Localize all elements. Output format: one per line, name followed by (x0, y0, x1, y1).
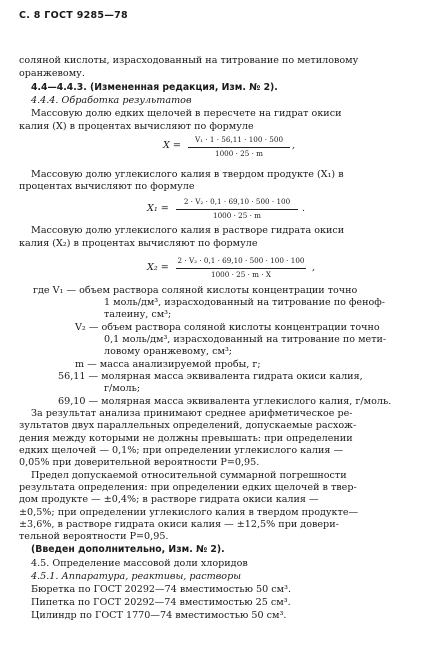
formula-2-denominator: 1000 · 25 · m (213, 211, 261, 220)
definition-line: V₂ — объем раствора соляной кислоты концентрации точно (75, 322, 380, 333)
formula-2-tail: . (302, 203, 306, 214)
formula-1-tail: , (292, 140, 296, 151)
text-line: дом продукте — ±0,4%; в растворе гидрата окиси калия — (19, 494, 319, 505)
formula-1-lhs: X = (163, 140, 181, 151)
text-line: За результат анализа принимают среднее арифметическое ре- (31, 408, 353, 419)
formula-1-denominator: 1000 · 25 · m (215, 149, 263, 158)
text-line: ±3,6%, в растворе гидрата окиси калия — ±12,5% при довери- (19, 519, 339, 530)
amendment-note: (Введен дополнительно, Изм. № 2). (31, 544, 225, 555)
subsection-heading: 4.5.1. Аппаратура, реактивы, растворы (31, 571, 242, 582)
text-line: Предел допускаемой относительной суммарной погрешности (31, 470, 347, 481)
fraction-bar (176, 268, 306, 269)
text-line: ±0,5%; при определении углекислого калия в твердом продукте— (19, 507, 359, 518)
page-header: С. 8 ГОСТ 9285—78 (19, 10, 128, 21)
text-line: тельной вероятности P=0,95. (19, 531, 169, 542)
text-line: результата определения: при определении едких щелочей в твер- (19, 482, 357, 493)
definition-line: где V₁ — объем раствора соляной кислоты концентрации точно (33, 285, 358, 296)
text-line: едких щелочей — 0,1%; при определении углекислого калия — (19, 445, 344, 456)
text-line: Цилиндр по ГОСТ 1770—74 вместимостью 50 см³. (31, 610, 287, 621)
fraction-bar (188, 147, 290, 148)
formula-1-numerator: V₁ · 1 · 56,11 · 100 · 500 (194, 135, 284, 144)
text-line: Пипетка по ГОСТ 20292—74 вместимостью 25 см³. (31, 597, 291, 608)
amendment-note: 4.4—4.4.3. (Измененная редакция, Изм. № 2). (31, 82, 278, 93)
text-line: калия (X) в процентах вычисляют по формуле (19, 121, 254, 132)
text-line: Массовую долю едких щелочей в пересчете на гидрат окиси (31, 108, 342, 119)
text-line: 0,05% при доверительной вероятности P=0,95. (19, 457, 260, 468)
section-heading: 4.4.4. Обработка результатов (31, 95, 192, 106)
text-line: Массовую долю углекислого калия в растворе гидрата окиси (31, 225, 345, 236)
formula-3-lhs: X₂ = (147, 262, 169, 273)
definition-line: 56,11 — молярная масса эквивалента гидрата окиси калия, (58, 371, 363, 382)
formula-3-denominator: 1000 · 25 · m · X (211, 270, 271, 279)
definition-line: ловому оранжевому, см³; (104, 346, 233, 357)
text-line: соляной кислоты, израсходованный на титрование по метиловому (19, 55, 359, 66)
text-line: Массовую долю углекислого калия в твердом продукте (X₁) в (31, 169, 344, 180)
text-line: Бюретка по ГОСТ 20292—74 вместимостью 50 см³. (31, 584, 292, 595)
text-line: процентах вычисляют по формуле (19, 181, 195, 192)
definition-line: 0,1 моль/дм³, израсходованный на титрование по мети- (104, 334, 387, 345)
formula-2-lhs: X₁ = (147, 203, 169, 214)
text-line: оранжевому. (19, 68, 85, 79)
definition-line: г/моль; (104, 383, 141, 394)
definition-line: m — масса анализируемой пробы, г; (75, 359, 261, 370)
formula-3-numerator: 2 · V₂ · 0,1 · 69,10 · 500 · 100 · 100 (177, 256, 305, 265)
definition-line: 69,10 — молярная масса эквивалента углекислого калия, г/моль. (58, 396, 392, 407)
formula-3-tail: , (312, 262, 316, 273)
fraction-bar (176, 209, 298, 210)
text-line: дения между которыми не должны превышать: при определении (19, 433, 353, 444)
text-line: калия (X₂) в процентах вычисляют по формуле (19, 238, 258, 249)
definition-line: талеину, см³; (104, 309, 172, 320)
text-line: зультатов двух параллельных определений, допускаемые расхож- (19, 420, 357, 431)
section-heading: 4.5. Определение массовой доли хлоридов (31, 558, 248, 569)
formula-2-numerator: 2 · V₂ · 0,1 · 69,10 · 500 · 100 (183, 197, 291, 206)
definition-line: 1 моль/дм³, израсходованный на титрование по феноф- (104, 297, 386, 308)
